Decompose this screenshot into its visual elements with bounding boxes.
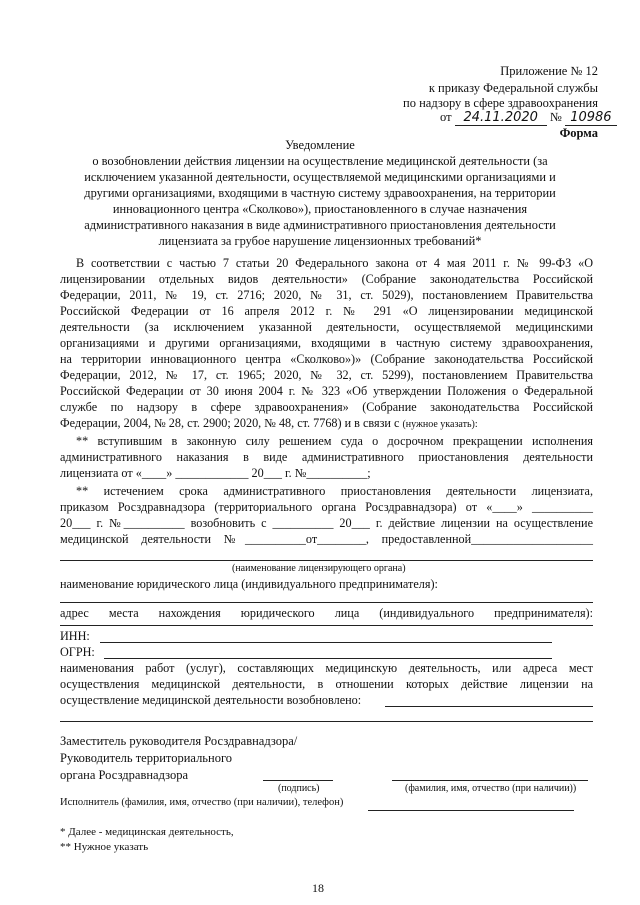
order-number: 10986 bbox=[565, 110, 617, 126]
address-label: адрес места нахождения юридического лица (индивидуального предпринимателя): bbox=[60, 606, 593, 620]
legal-name-field[interactable] bbox=[60, 602, 593, 603]
page-number: 18 bbox=[312, 881, 324, 895]
executor-field[interactable] bbox=[368, 810, 574, 811]
body-line: В соответствии с частью 7 статьи 20 Федерального закона от 4 мая 2011 г. № 99-ФЗ «О bbox=[76, 256, 593, 270]
order-reference-line-1: к приказу Федеральной службы bbox=[428, 81, 598, 95]
full-name-field[interactable] bbox=[392, 780, 588, 781]
body-line: на территории инновационного центра «Сколково»)» (Собрание законодательства Российской bbox=[60, 352, 593, 366]
option-term-expiry-line: приказом Росздравнадзора (территориального органа Росздравнадзора) от «____» __________ bbox=[60, 500, 593, 514]
body-line: деятельности (за исключением указанной деятельности, осуществляемой медицинскими bbox=[60, 320, 593, 334]
number-sign: № bbox=[549, 110, 562, 124]
body-line: Российской Федерации от 30 июня 2004 г. № 323 «Об утверждении Положения о Федеральной bbox=[60, 384, 593, 398]
document-heading: Уведомление bbox=[285, 138, 355, 152]
legal-name-label: наименование юридического лица (индивидуального предпринимателя): bbox=[60, 577, 438, 591]
signatory-title-line: Руководитель территориального bbox=[60, 751, 233, 765]
works-label-line: наименования работ (услуг), составляющих медицинскую деятельность, или адреса мест bbox=[60, 661, 593, 675]
signatory-title-line: Заместитель руководителя Росздравнадзора/ bbox=[60, 734, 298, 748]
title-line: административного наказания в виде административного приостановления деятельности bbox=[84, 218, 556, 232]
works-field[interactable] bbox=[385, 706, 593, 707]
ogrn-field[interactable] bbox=[104, 658, 552, 659]
address-field[interactable] bbox=[60, 625, 593, 626]
title-line: инновационного центра «Сколково»), приостановленного в случае назначения bbox=[112, 202, 528, 216]
option-court-decision-line: лицензиата от «____» ____________ 20___ г. №__________; bbox=[60, 466, 371, 480]
choose-hint: (нужное указать): bbox=[402, 419, 478, 430]
body-line-last bbox=[60, 416, 478, 431]
order-date-line bbox=[440, 110, 617, 126]
title-line: исключением указанной деятельности, осуществляемой медицинскими организациями и bbox=[84, 170, 556, 184]
licensing-body-field[interactable] bbox=[60, 560, 593, 561]
title-line: лицензиата за грубое нарушение лицензионных требований* bbox=[158, 234, 482, 248]
full-name-caption: (фамилия, имя, отчество (при наличии)) bbox=[405, 783, 577, 794]
body-line: службе по надзору в сфере здравоохранения» (Собрание законодательства Российской bbox=[60, 400, 593, 414]
works-field-continued[interactable] bbox=[60, 721, 593, 722]
option-term-expiry-line: медицинской деятельности №__________от________, предоставленной____________________ bbox=[60, 532, 593, 546]
body-line: Российской Федерации от 16 апреля 2012 г. № 291 «О лицензировании медицинской bbox=[60, 304, 593, 318]
signature-field[interactable] bbox=[263, 780, 333, 781]
from-prefix: от bbox=[440, 110, 452, 124]
order-reference-line-2: по надзору в сфере здравоохранения bbox=[403, 96, 598, 110]
inn-field[interactable] bbox=[100, 642, 552, 643]
body-line: Федерации, 2011, № 19, ст. 2716; 2020, № 31, ст. 5029), постановлением Правительства bbox=[60, 288, 593, 302]
option-court-decision-line: ** вступившим в законную силу решением суда о досрочном прекращении исполнения bbox=[76, 434, 593, 448]
title-line: другими организациями, входящими в частную систему здравоохранения, на территории bbox=[84, 186, 556, 200]
body-last-text: Федерации, 2004, № 28, ст. 2900; 2020, № 48, ст. 7768) и в связи с bbox=[60, 416, 400, 430]
works-label-line: осуществления медицинской деятельности, в отношении которых действие лицензии на bbox=[60, 677, 593, 691]
option-term-expiry-line: ** истечением срока административного приостановления деятельности лицензиата, bbox=[76, 484, 593, 498]
form-label: Форма bbox=[559, 126, 598, 140]
appendix-number: Приложение № 12 bbox=[500, 64, 598, 78]
licensing-body-caption: (наименование лицензирующего органа) bbox=[232, 563, 406, 574]
ogrn-label: ОГРН: bbox=[60, 645, 95, 659]
title-line: о возобновлении действия лицензии на осуществление медицинской деятельности (за bbox=[92, 154, 548, 168]
signature-caption: (подпись) bbox=[278, 783, 320, 794]
option-term-expiry-line: 20___ г. №__________ возобновить с __________ 20___ г. действие лицензии на осуществление bbox=[60, 516, 593, 530]
body-line: лицензировании отдельных видов деятельности» (Собрание законодательства Российской bbox=[60, 272, 593, 286]
works-label-line: осуществление медицинской деятельности возобновлено: bbox=[60, 693, 362, 707]
order-date: 24.11.2020 bbox=[455, 110, 547, 126]
footnote: ** Нужное указать bbox=[60, 841, 149, 853]
footnote: * Далее - медицинская деятельность, bbox=[60, 826, 234, 838]
signatory-title-line: органа Росздравнадзора bbox=[60, 768, 189, 782]
executor-label: Исполнитель (фамилия, имя, отчество (при наличии), телефон) bbox=[60, 797, 344, 808]
inn-label: ИНН: bbox=[60, 629, 90, 643]
option-court-decision-line: административного наказания в виде административного приостановления деятельности bbox=[60, 450, 593, 464]
body-line: Федерации, 2012, № 17, ст. 1965; 2020, № 32, ст. 5299), постановлением Правительства bbox=[60, 368, 593, 382]
body-line: организациями и другими организациями, входящими в частную систему здравоохранения, bbox=[60, 336, 593, 350]
